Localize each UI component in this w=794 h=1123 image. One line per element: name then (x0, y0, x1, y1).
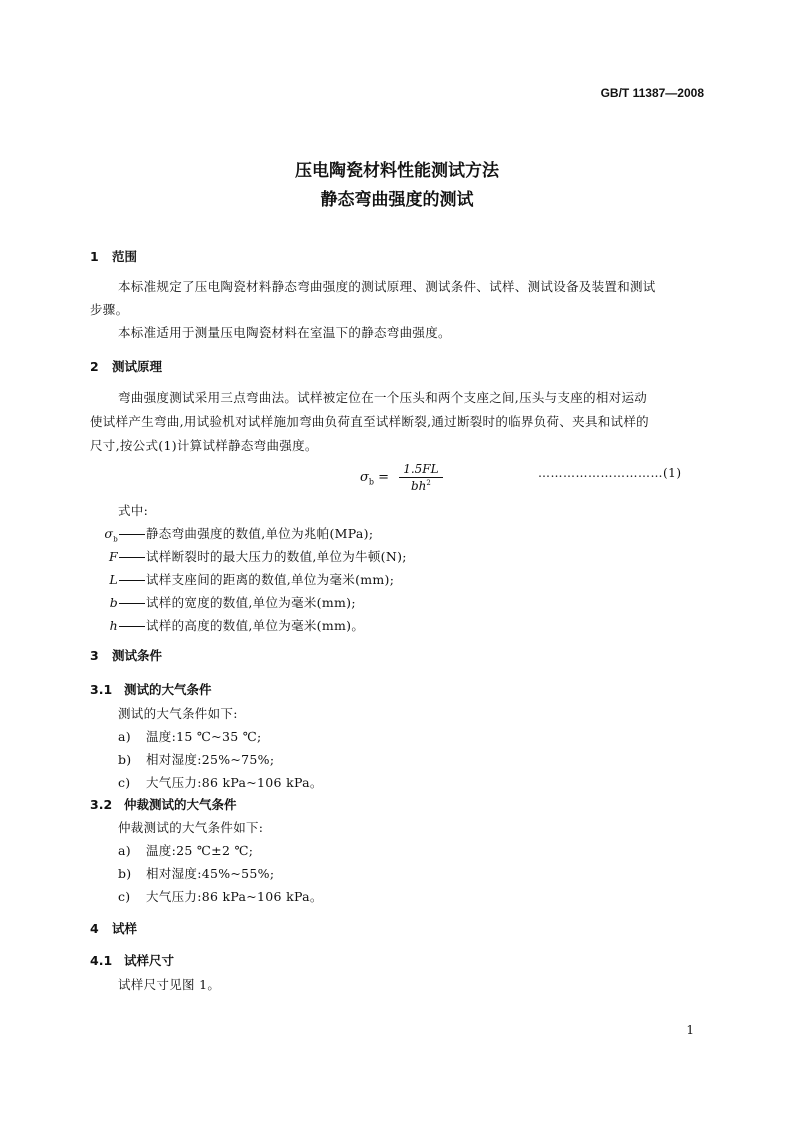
section-title: 范围 (112, 249, 138, 264)
variable-symbol: h (109, 618, 118, 633)
subsection-3-1-intro: 测试的大气条件如下: (118, 706, 238, 721)
variable-description: 试样的宽度的数值,单位为毫米(mm); (146, 595, 356, 610)
formula-fraction (399, 462, 442, 493)
formula-1 (360, 462, 443, 493)
list-item: a) 温度:15 ℃~35 ℃; (118, 729, 262, 744)
formula-numerator: 1.5FL (399, 462, 442, 478)
section-number: 2 (90, 359, 99, 374)
subsection-4-1-text: 试样尺寸见图 1。 (118, 977, 221, 992)
formula-lhs-subscript: b (368, 477, 374, 487)
em-dash (119, 534, 145, 535)
section-number: 4 (90, 921, 99, 936)
subsection-title: 测试的大气条件 (124, 682, 212, 697)
variable-definition (104, 593, 356, 611)
section-2-paragraph-1a: 弯曲强度测试采用三点弯曲法。试样被定位在一个压头和两个支座之间,压头与支座的相对运动 (118, 390, 648, 405)
variable-description: 试样支座间的距离的数值,单位为毫米(mm); (146, 572, 395, 587)
section-1-paragraph-2: 本标准适用于测量压电陶瓷材料在室温下的静态弯曲强度。 (118, 325, 451, 340)
section-number: 1 (90, 249, 99, 264)
em-dash (119, 603, 145, 604)
variable-symbol: b (109, 595, 118, 610)
where-label: 式中: (118, 503, 149, 518)
variable-description: 试样的高度的数值,单位为毫米(mm)。 (146, 618, 365, 633)
list-item: a) 温度:25 ℃±2 ℃; (118, 843, 254, 858)
variable-definition (104, 570, 394, 588)
denominator-exponent: 2 (426, 479, 431, 487)
section-2-paragraph-1b: 使试样产生弯曲,用试验机对试样施加弯曲负荷直至试样断裂,通过断裂时的临界负荷、夹具和试样的 (90, 414, 649, 429)
list-item: b) 相对湿度:45%~55%; (118, 866, 275, 881)
equation-number: …………………………(1) (538, 466, 682, 480)
section-title: 测试原理 (112, 359, 163, 374)
formula-denominator (399, 478, 442, 493)
subsection-3-2-intro: 仲裁测试的大气条件如下: (118, 820, 264, 835)
section-1-paragraph-1b: 步骤。 (90, 302, 129, 317)
variable-symbol: L (109, 572, 118, 587)
subsection-4-1-heading (90, 951, 174, 969)
variable-symbol: F (109, 549, 118, 564)
section-2-paragraph-1c: 尺寸,按公式(1)计算试样静态弯曲强度。 (90, 438, 318, 453)
variable-definition (104, 616, 364, 634)
denominator-base: bh (410, 479, 427, 493)
subsection-title: 试样尺寸 (124, 953, 175, 968)
variable-description: 静态弯曲强度的数值,单位为兆帕(MPa); (146, 526, 374, 541)
list-item: b) 相对湿度:25%~75%; (118, 752, 275, 767)
subsection-number: 3.2 (90, 797, 113, 812)
subsection-number: 3.1 (90, 682, 113, 697)
em-dash (119, 557, 145, 558)
variable-definition (104, 547, 407, 565)
subsection-3-1-heading (90, 680, 212, 698)
list-item: c) 大气压力:86 kPa~106 kPa。 (118, 775, 323, 790)
subsection-number: 4.1 (90, 953, 113, 968)
variable-symbol: $\sigma_b$ (104, 526, 118, 544)
section-title: 测试条件 (112, 648, 163, 663)
section-1-heading (90, 247, 137, 265)
section-2-heading (90, 357, 162, 375)
section-title: 试样 (112, 921, 138, 936)
document-title-line2: 静态弯曲强度的测试 (320, 190, 474, 210)
section-3-heading (90, 646, 162, 664)
formula-equals: = (378, 470, 390, 485)
em-dash (119, 626, 145, 627)
section-number: 3 (90, 648, 99, 663)
em-dash (119, 580, 145, 581)
variable-description: 试样断裂时的最大压力的数值,单位为牛顿(N); (146, 549, 407, 564)
variable-definition (104, 524, 373, 544)
subsection-title: 仲裁测试的大气条件 (124, 797, 237, 812)
list-item: c) 大气压力:86 kPa~106 kPa。 (118, 889, 323, 904)
subsection-3-2-heading (90, 795, 237, 813)
formula-lhs: σ (360, 470, 369, 485)
standard-code: GB/T 11387—2008 (600, 86, 704, 100)
section-1-paragraph-1a: 本标准规定了压电陶瓷材料静态弯曲强度的测试原理、测试条件、试样、测试设备及装置和测试 (118, 279, 656, 294)
document-title-line1: 压电陶瓷材料性能测试方法 (295, 161, 499, 181)
page-number: 1 (686, 1023, 694, 1037)
section-4-heading (90, 919, 137, 937)
